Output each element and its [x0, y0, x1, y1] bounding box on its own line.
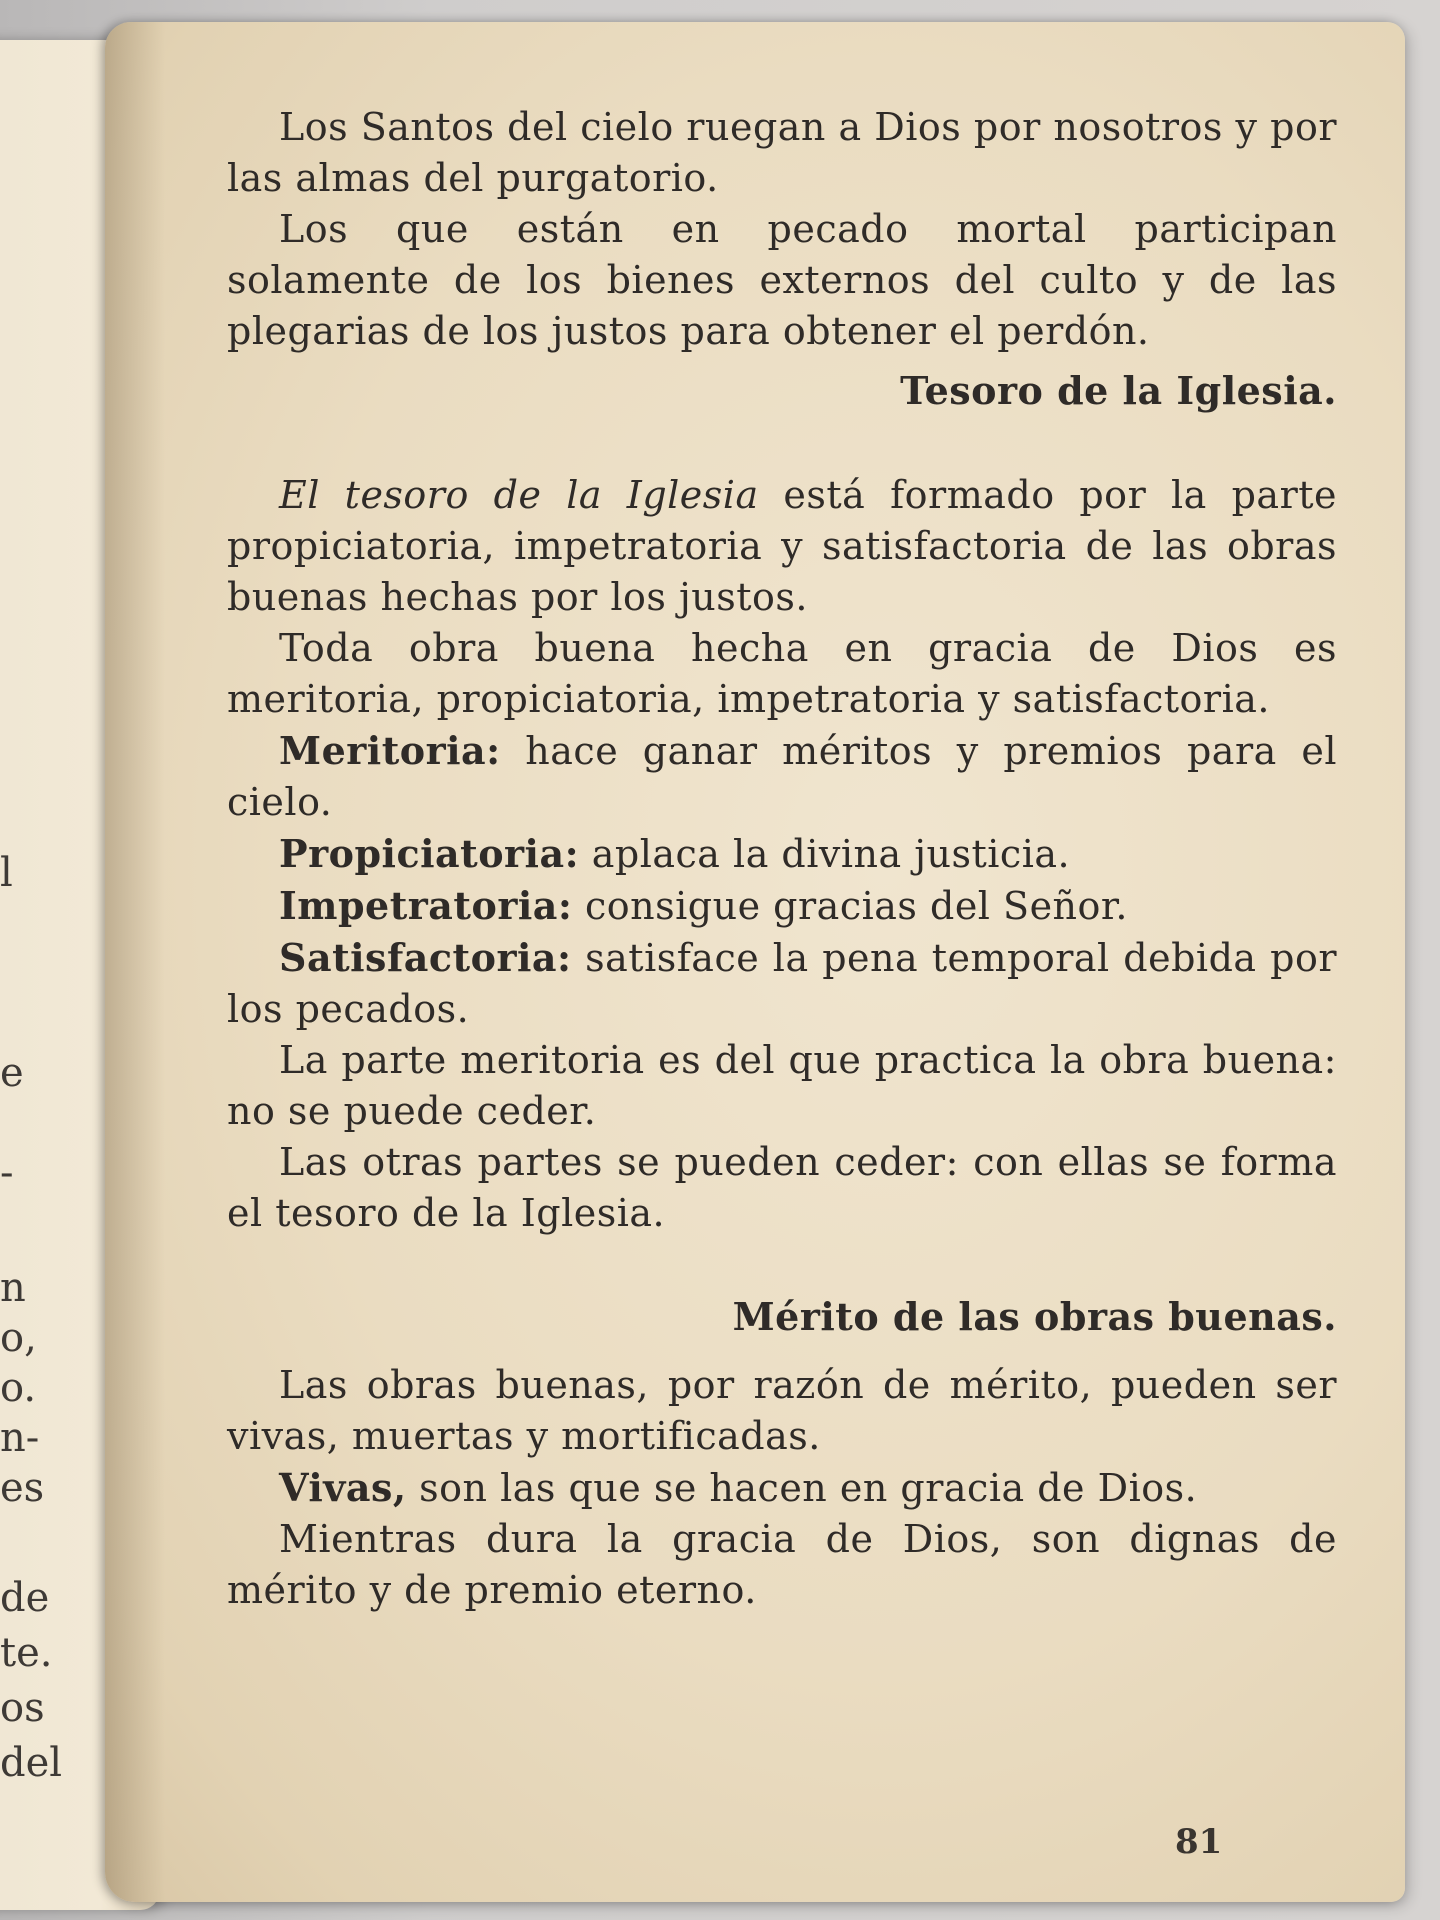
- paragraph: Las obras buenas, por razón de mérito, pueden ser vivas, muertas y mortificadas.: [227, 1363, 1337, 1458]
- definition: [227, 725, 1337, 828]
- gutter-shadow: [105, 22, 165, 1902]
- paragraph: Toda obra buena hecha en gracia de Dios es meritoria, propiciatoria, impetratoria y satisfactoria.: [227, 626, 1337, 721]
- definition-text: consigue gracias del Señor.: [572, 884, 1128, 928]
- left-fragment: del: [0, 1740, 63, 1786]
- left-fragment: -: [0, 1150, 14, 1196]
- definition-text: hace ganar méritos y premios para el cielo.: [227, 729, 1337, 824]
- definition-text: aplaca la divina justicia.: [579, 832, 1071, 876]
- paragraph: La parte meritoria es del que practica la obra buena: no se puede ceder.: [227, 1038, 1337, 1133]
- definition-term: Meritoria:: [279, 728, 501, 773]
- book-page: [105, 22, 1405, 1902]
- left-fragment: e: [0, 1050, 24, 1096]
- paragraph: Mientras dura la gracia de Dios, son dignas de mérito y de premio eterno.: [227, 1517, 1337, 1612]
- paragraph-text: está formado por la parte propiciatoria, impetratoria y satisfactoria de las obras buenas hechas por los justos.: [227, 473, 1337, 619]
- paragraph: [227, 470, 1337, 623]
- left-fragment: o.: [0, 1365, 37, 1411]
- definition-term: Vivas,: [279, 1465, 407, 1510]
- definition-term: Impetratoria:: [279, 883, 573, 928]
- paragraph-text: son las que se hacen en gracia de Dios.: [406, 1466, 1198, 1510]
- definition-text: satisface la pena temporal debida por los pecados.: [227, 936, 1337, 1031]
- definition: [227, 932, 1337, 1035]
- definition: [227, 828, 1337, 880]
- definition-term: Satisfactoria:: [279, 935, 572, 980]
- paragraph: Los Santos del cielo ruegan a Dios por nosotros y por las almas del purgatorio.: [227, 105, 1337, 200]
- paragraph: Las otras partes se pueden ceder: con ellas se forma el tesoro de la Iglesia.: [227, 1140, 1337, 1235]
- left-fragment: o,: [0, 1315, 37, 1361]
- page-text: [227, 102, 1337, 1616]
- left-fragment: n-: [0, 1415, 40, 1461]
- section-heading: Tesoro de la Iglesia.: [900, 368, 1337, 413]
- definition: [227, 880, 1337, 932]
- emphasis-text: El tesoro de la Iglesia: [279, 473, 759, 517]
- paragraph: Los que están en pecado mortal participan solamente de los bienes externos del culto y de las plegarias de los justos para obtener el perdón.: [227, 207, 1337, 353]
- left-fragment: te.: [0, 1630, 53, 1676]
- section-heading: Mérito de las obras buenas.: [732, 1294, 1337, 1339]
- left-fragment: de: [0, 1575, 50, 1621]
- left-fragment: n: [0, 1265, 26, 1311]
- left-fragment: es: [0, 1465, 45, 1511]
- left-fragment: l: [0, 850, 13, 896]
- page-number: 81: [1175, 1822, 1223, 1862]
- left-fragment: os: [0, 1685, 45, 1731]
- paragraph: [227, 1462, 1337, 1514]
- definition-term: Propiciatoria:: [279, 831, 580, 876]
